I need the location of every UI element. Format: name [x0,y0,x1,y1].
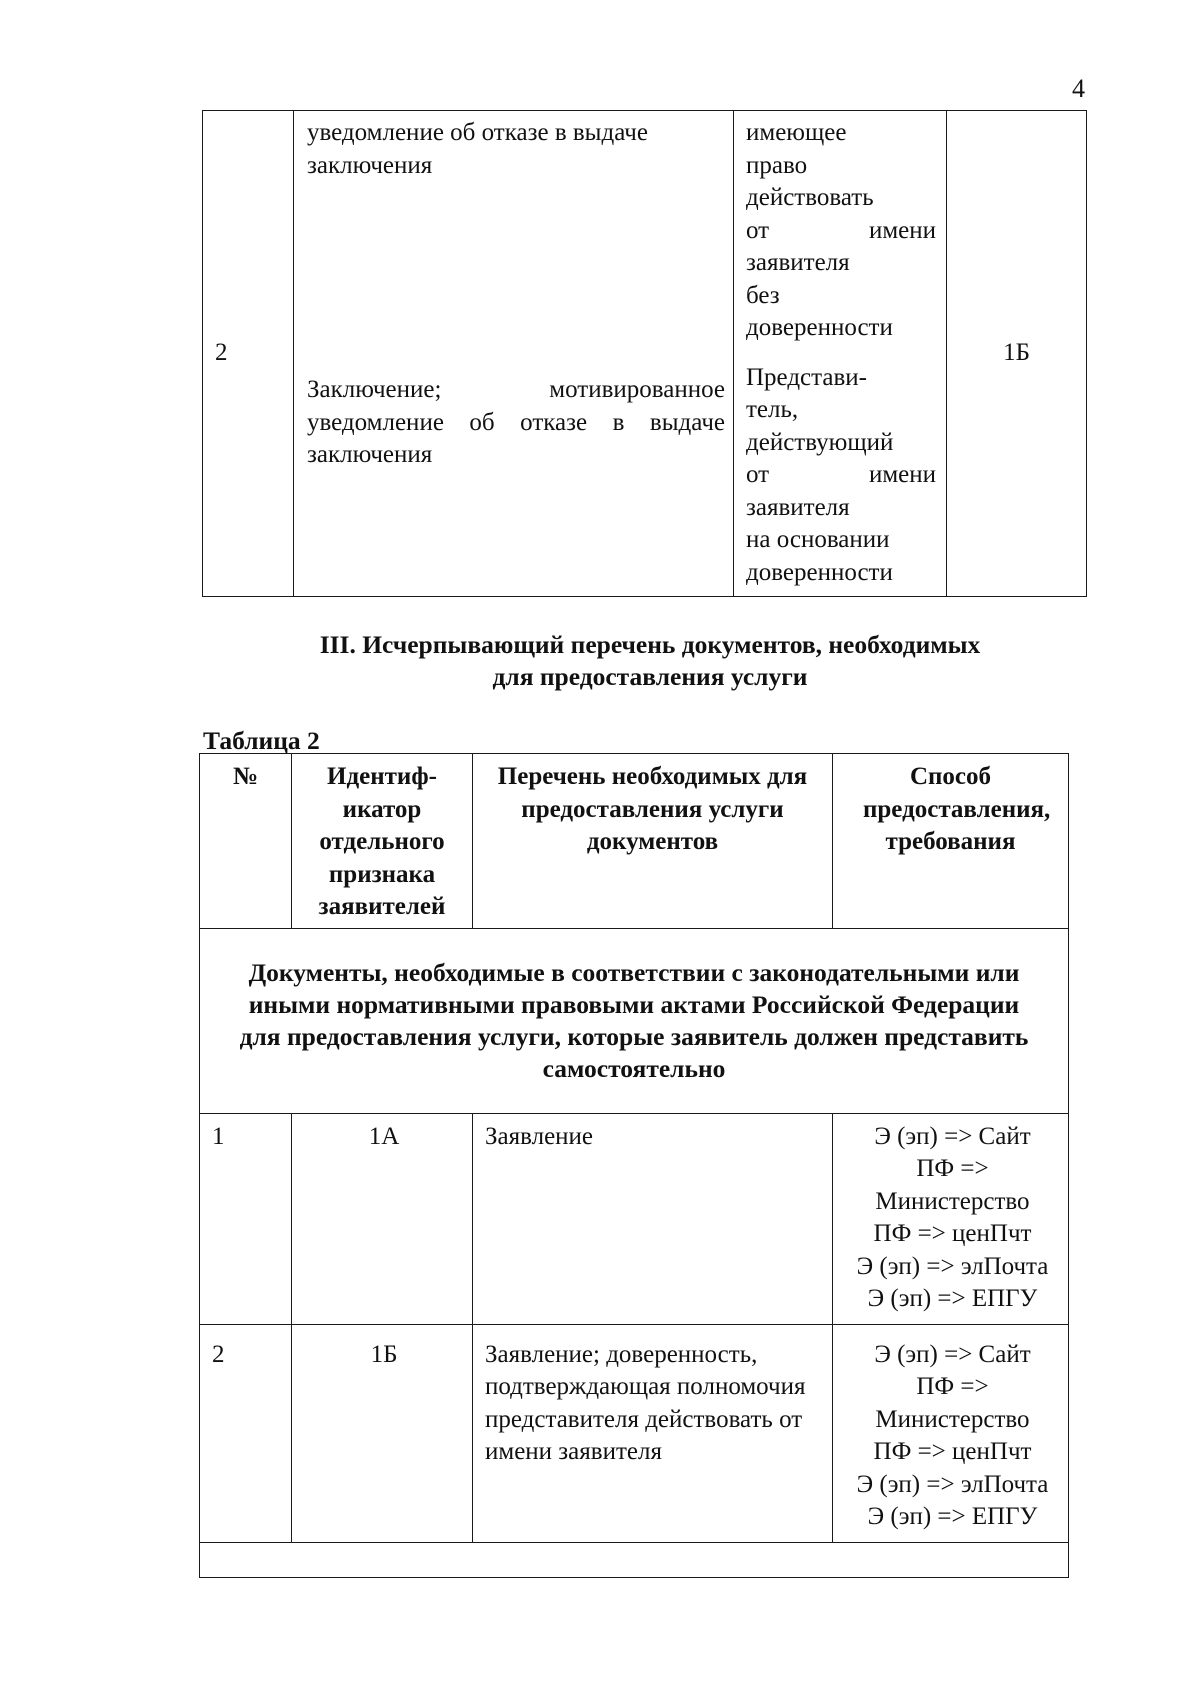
method-line: Э (эп) => элПочта [856,1252,1049,1280]
recipient-list-2 [746,362,936,590]
method-line: Э (эп) => Сайт [874,1340,1031,1368]
method-line: Э (эп) => элПочта [856,1470,1049,1498]
recipient-line: доверенности [746,314,893,341]
section-row [200,928,1069,1113]
row-documents: Заявление; доверенность, подтверждающая полномочия представителя действовать от имени заявителя [473,1324,833,1542]
header-method: Способ предоставления, требования [833,754,1069,929]
recipient-line: тель, [746,396,799,423]
row-identifier: 1Б [292,1324,473,1542]
recipient-line: на основании [746,526,890,553]
recipient-line: доверенности [746,558,893,586]
code-cell: 1Б [947,111,1087,597]
recipient-line: право [746,151,808,179]
recipient-line: Представи- [746,363,867,391]
result-cell [294,111,734,597]
documents-table [199,753,1069,1578]
recipient-list-1 [746,117,936,345]
recipient-line: без [746,281,780,309]
table-header-row [200,754,1069,929]
method-line: ПФ => ценПчт [873,1220,1032,1247]
method-line: Э (эп) => ЕПГУ [867,1503,1038,1530]
table-row [200,1324,1069,1542]
header-identifier: Идентиф-икатор отдельного признака заявителей [292,754,473,929]
row-identifier: 1А [292,1113,473,1324]
table-caption: Таблица 2 [203,726,320,755]
page-number: 4 [1072,74,1085,103]
table-row [203,111,1087,597]
method-line: Э (эп) => ЕПГУ [867,1285,1038,1312]
continuation-table [202,110,1087,597]
row-number-cell: 2 [203,111,294,597]
result-text-2-word2: мотивированное [549,376,725,403]
empty-row [200,1542,1069,1577]
row-num: 2 [200,1324,292,1542]
recipient-cell [734,111,947,597]
result-text-1: уведомление об отказе в выдаче заключения [307,119,648,179]
result-text-2-rest: уведомление об отказе в выдаче заключения [307,408,725,468]
recipient-line: от имени [746,216,936,244]
recipient-line: действовать [746,184,874,211]
header-num: № [200,754,292,929]
section-title: Документы, необходимые в соответствии с законодательными или иными нормативными правовыми актами Российской Федерации для предоставления услуги, которые заявитель должен представить самостоятельно [200,928,1069,1113]
section-heading-line1: III. Исчерпывающий перечень документов, необходимых [319,630,981,659]
method-line: Э (эп) => Сайт [874,1122,1031,1150]
row-methods [833,1324,1069,1542]
recipient-line: заявителя [746,493,850,521]
table-row [200,1113,1069,1324]
recipient-line: имеющее [746,119,847,146]
header-documents: Перечень необходимых для предоставления услуги документов [473,754,833,929]
row-documents: Заявление [473,1113,833,1324]
method-line: ПФ => Министерство [875,1373,1030,1433]
recipient-line: действующий [746,428,894,456]
section-heading [200,629,1100,693]
recipient-line: от имени [746,461,936,488]
method-line: ПФ => ценПчт [873,1438,1032,1465]
empty-cell [200,1542,1069,1577]
result-text-2 [307,374,725,472]
recipient-line: заявителя [746,249,850,276]
method-line: ПФ => Министерство [875,1155,1030,1215]
result-text-2-word1: Заключение; [307,376,442,403]
section-heading-line2: для предоставления услуги [492,662,808,691]
row-methods [833,1113,1069,1324]
row-num: 1 [200,1113,292,1324]
